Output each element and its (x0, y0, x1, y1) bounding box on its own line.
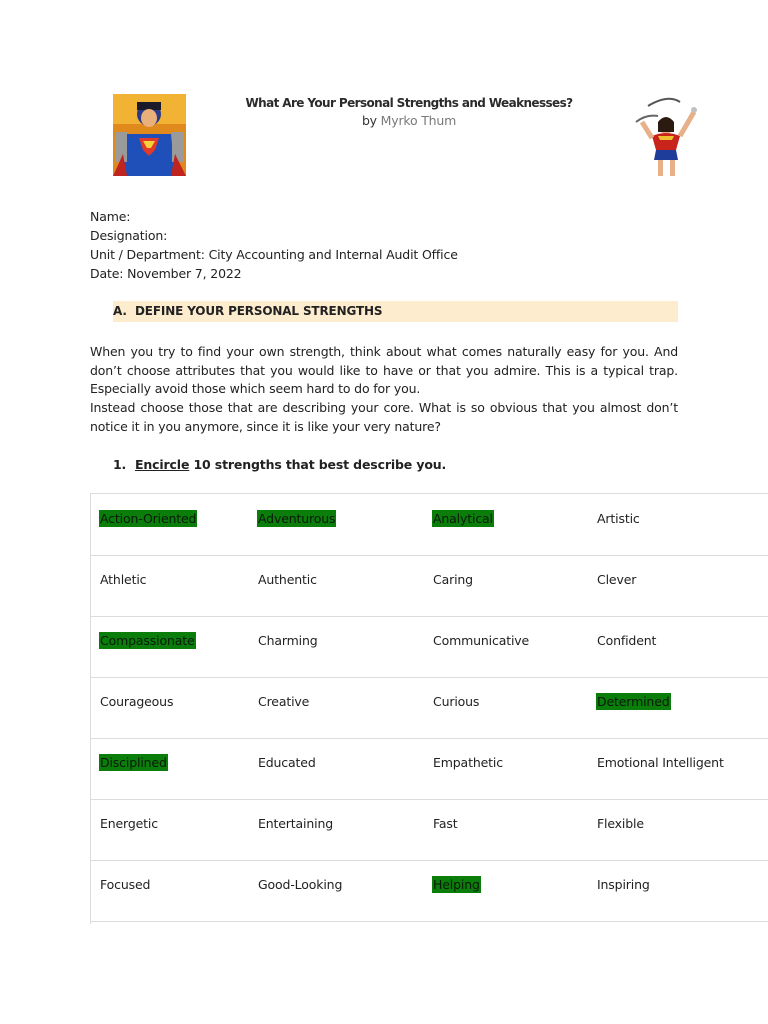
strength-highlighted: Analytical (433, 511, 493, 526)
strength-cell (257, 616, 319, 677)
instruction-number: 1. (113, 457, 127, 472)
strength-cell (99, 738, 168, 799)
strength-cell (257, 555, 318, 616)
superman-illustration (113, 94, 186, 176)
strength-label: Caring (433, 572, 473, 587)
strength-cell (257, 677, 310, 738)
date-field: Date: November 7, 2022 (90, 266, 242, 281)
strength-label: Clever (597, 572, 637, 587)
intro-paragraph: When you try to find your own strength, think about what comes naturally easy for you. And don’t choose attributes that you would like to have or that you admire. This is a typical trap. Especially avoid those which seem hard to do for you. (90, 344, 678, 396)
table-row (91, 555, 768, 617)
section-letter: A. (113, 304, 127, 318)
document-title: What Are Your Personal Strengths and Weaknesses? (245, 96, 573, 110)
strength-label: Confident (597, 633, 657, 648)
strength-label: Flexible (597, 816, 644, 831)
strength-cell (99, 860, 151, 921)
form-fields (90, 207, 458, 283)
strength-highlighted: Disciplined (100, 755, 167, 770)
table-row (91, 799, 768, 861)
name-field: Name: (90, 209, 131, 224)
strength-cell (596, 799, 645, 860)
strength-label: Athletic (100, 572, 147, 587)
strength-highlighted: Helping (433, 877, 480, 892)
strength-cell (432, 799, 459, 860)
table-row (91, 860, 768, 922)
strengths-table (90, 493, 768, 924)
strength-label: Creative (258, 694, 310, 709)
designation-field: Designation: (90, 228, 168, 243)
strength-cell (257, 494, 336, 555)
strength-cell (99, 799, 159, 860)
strength-cell (99, 555, 147, 616)
strength-cell (596, 677, 671, 738)
table-row (91, 616, 768, 678)
strength-cell (432, 494, 494, 555)
table-row (91, 738, 768, 800)
strength-label: Inspiring (597, 877, 650, 892)
strength-label: Fast (433, 816, 458, 831)
strength-label: Empathetic (433, 755, 503, 770)
instruction-verb: Encircle (135, 457, 190, 472)
title-block (200, 94, 618, 130)
strength-cell (432, 616, 530, 677)
strength-cell (99, 494, 197, 555)
strength-highlighted: Compassionate (100, 633, 195, 648)
strength-cell (257, 738, 317, 799)
strength-label: Focused (100, 877, 151, 892)
strength-label: Charming (258, 633, 318, 648)
strength-cell (432, 860, 481, 921)
core-paragraph: Instead choose those that are describing your core. What is so obvious that you almost don’t notice it in you anymore, since it is like your very nature? (90, 400, 678, 434)
strength-cell (596, 616, 657, 677)
strength-label: Curious (433, 694, 480, 709)
strength-label: Courageous (100, 694, 174, 709)
strength-highlighted: Determined (597, 694, 670, 709)
strength-cell (257, 860, 343, 921)
by-prefix: by (361, 113, 377, 128)
strength-label: Energetic (100, 816, 158, 831)
strength-label: Artistic (597, 511, 640, 526)
strength-label: Emotional Intelligent (597, 755, 724, 770)
strength-label: Good-Looking (258, 877, 343, 892)
strength-cell (596, 738, 725, 799)
strength-label: Communicative (433, 633, 530, 648)
unit-field: Unit / Department: City Accounting and Internal Audit Office (90, 247, 458, 262)
table-row (91, 494, 768, 556)
instruction-text: 10 strengths that best describe you. (189, 457, 447, 472)
section-heading (113, 301, 678, 322)
strength-cell (596, 494, 641, 555)
strength-highlighted: Adventurous (258, 511, 336, 526)
table-row (91, 677, 768, 739)
strength-cell (99, 677, 174, 738)
strength-label: Educated (258, 755, 316, 770)
strength-cell (432, 738, 504, 799)
strength-cell (596, 860, 651, 921)
author-name: Myrko Thum (380, 113, 457, 128)
section-title: DEFINE YOUR PERSONAL STRENGTHS (135, 304, 383, 318)
strength-cell (257, 799, 334, 860)
strength-cell (99, 616, 196, 677)
strength-label: Entertaining (258, 816, 334, 831)
byline (200, 112, 618, 130)
wonder-woman-illustration (628, 92, 706, 178)
strength-cell (432, 555, 474, 616)
strength-cell (432, 677, 480, 738)
strength-highlighted: Action-Oriented (100, 511, 197, 526)
strength-cell (596, 555, 637, 616)
strength-label: Authentic (258, 572, 317, 587)
instruction (113, 455, 446, 474)
